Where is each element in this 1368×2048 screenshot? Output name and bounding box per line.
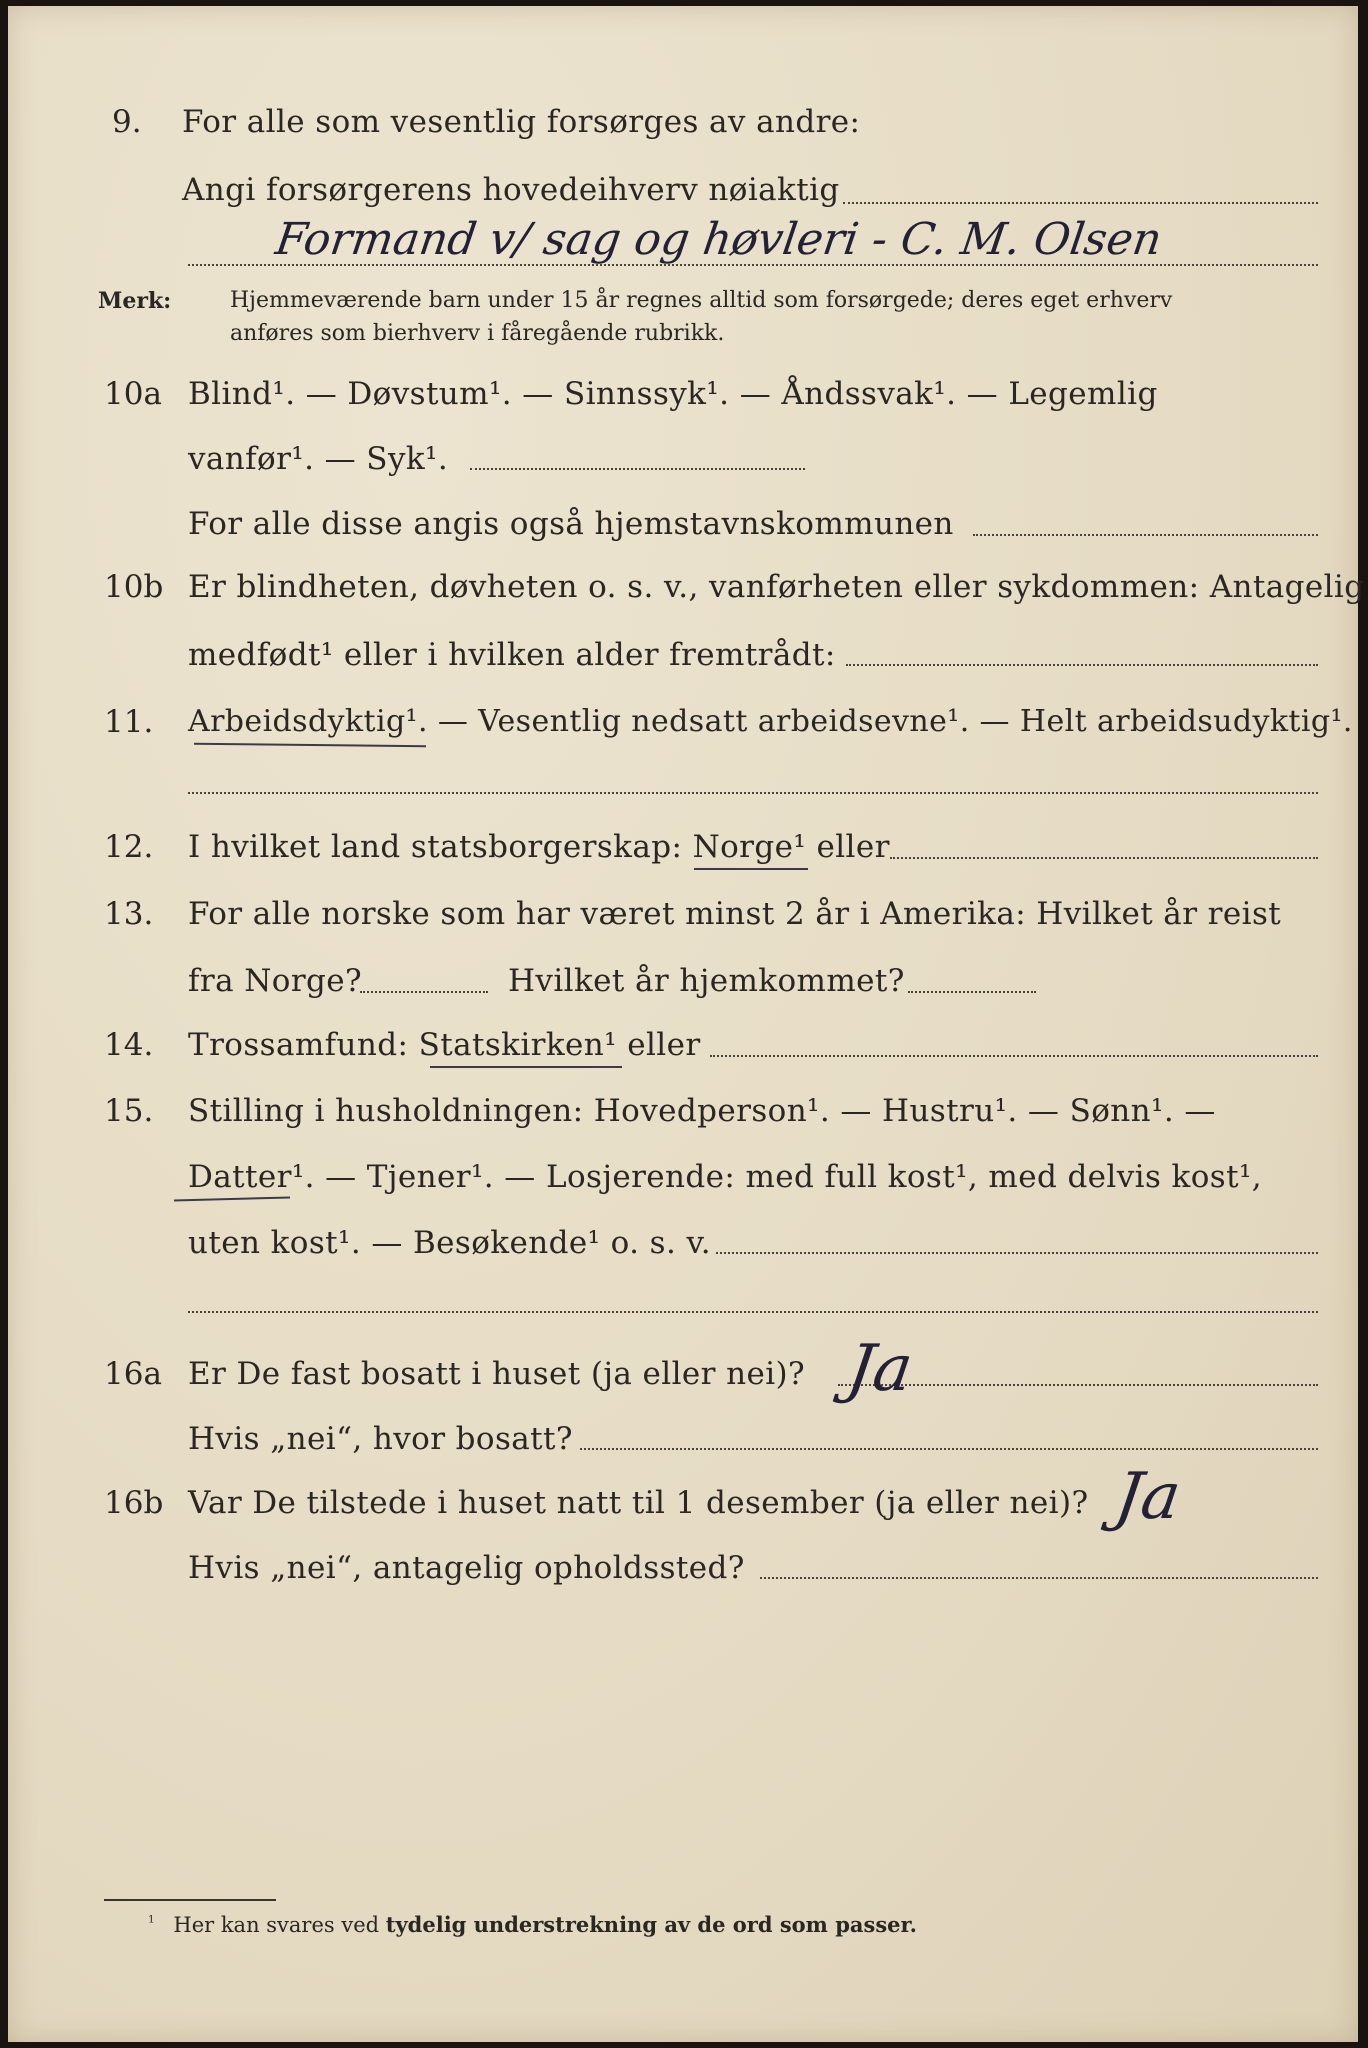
item-15-line-3: uten kost¹. — Besøkende¹ o. s. v. [188,1225,711,1261]
item-9-question-line-1: For alle som vesentlig forsørges av andre: [182,104,861,140]
item-number-16b: 16b [104,1485,164,1521]
item-16b-line-2: Hvis „nei“, antagelig opholdssted? [188,1550,745,1586]
footnote-bold-text: tydelig understrekning av de ord som passer. [385,1912,917,1937]
merk-note-line-1: Hjemmeværende barn under 15 år regnes alltid som forsørgede; deres eget erhverv [230,288,1173,313]
item-16b-dotline [760,1577,1318,1579]
item-12-dotline [890,857,1318,859]
item-14-line-1: Trossamfund: Statskirken¹ eller [188,1027,701,1063]
item-11-line-1: Arbeidsdyktig¹. — Vesentlig nedsatt arbeidsevne¹. — Helt arbeidsudyktig¹. [188,704,1353,739]
item-10a-line-3: For alle disse angis også hjemstavnskommunen [188,506,954,542]
item-14-underline-statskirken [430,1066,622,1068]
merk-note-line-2: anføres som bierhverv i fåregående rubrikk. [230,321,725,346]
item-12-underline-norge [694,868,808,870]
item-number-16a: 16a [104,1356,162,1392]
item-9-answer-dotline-2 [188,264,1318,266]
item-12-line-1: I hvilket land statsborgerskap: Norge¹ eller [188,829,890,865]
footnote-text: Her kan svares ved [173,1913,386,1937]
item-15-underline-datter [174,1196,290,1201]
merk-label: Merk: [98,288,172,314]
item-13-dotline-2 [908,991,1036,993]
item-13-dotline-1 [360,991,488,993]
footnote [148,1912,917,1937]
item-10a-line-1: Blind¹. — Døvstum¹. — Sinnssyk¹. — Åndssvak¹. — Legemlig [188,376,1158,412]
item-10a-line-2: vanfør¹. — Syk¹. [188,441,449,477]
item-number-9: 9. [112,104,142,140]
footnote-rule [104,1899,276,1901]
item-14-dotline [710,1055,1318,1057]
item-13-line-3: Hvilket år hjemkommet? [508,963,905,999]
item-10a-dotline-1 [470,468,805,470]
item-9-question-line-2: Angi forsørgerens hovedeihverv nøiaktig [182,172,840,208]
item-10b-line-1: Er blindheten, døvheten o. s. v., vanførheten eller sykdommen: Antagelig [188,569,1365,605]
item-16b-handwritten-answer: Ja [1110,1460,1186,1534]
item-13-line-2: fra Norge? [188,963,363,999]
item-number-15: 15. [104,1093,154,1129]
item-9-handwritten-answer: Formand v/ sag og høvleri - C. M. Olsen [272,214,1165,265]
item-16a-dotline-2 [580,1448,1318,1450]
item-15-dotline-2 [188,1311,1318,1313]
item-16a-handwritten-answer: Ja [842,1332,918,1406]
item-number-11: 11. [104,704,154,740]
item-number-10b: 10b [104,569,164,605]
item-number-14: 14. [104,1027,154,1063]
item-number-10a: 10a [104,376,162,412]
item-9-answer-dotline [843,202,1318,204]
item-15-line-2: Datter¹. — Tjener¹. — Losjerende: med full kost¹, med delvis kost¹, [188,1159,1263,1195]
item-16a-line-2: Hvis „nei“, hvor bosatt? [188,1421,573,1457]
item-10b-line-2: medfødt¹ eller i hvilken alder fremtrådt: [188,637,836,673]
item-15-line-1: Stilling i husholdningen: Hovedperson¹. — Hustru¹. — Sønn¹. — [188,1093,1216,1129]
item-16a-dotline-1 [838,1384,1318,1386]
item-10a-dotline-2 [973,534,1318,536]
item-13-line-1: For alle norske som har været minst 2 år i Amerika: Hvilket år reist [188,896,1282,932]
item-number-12: 12. [104,829,154,865]
item-11-dotline [188,792,1318,794]
item-11-underline-arbeidsdyktig [194,743,426,747]
item-15-dotline-1 [716,1252,1318,1254]
item-16b-line-1: Var De tilstede i huset natt til 1 desember (ja eller nei)? [188,1485,1089,1521]
item-16a-line-1: Er De fast bosatt i huset (ja eller nei)? [188,1356,806,1392]
footnote-mark: 1 [148,1913,155,1926]
item-10b-dotline [846,664,1318,666]
item-number-13: 13. [104,896,154,932]
census-form-page [8,6,1365,2042]
